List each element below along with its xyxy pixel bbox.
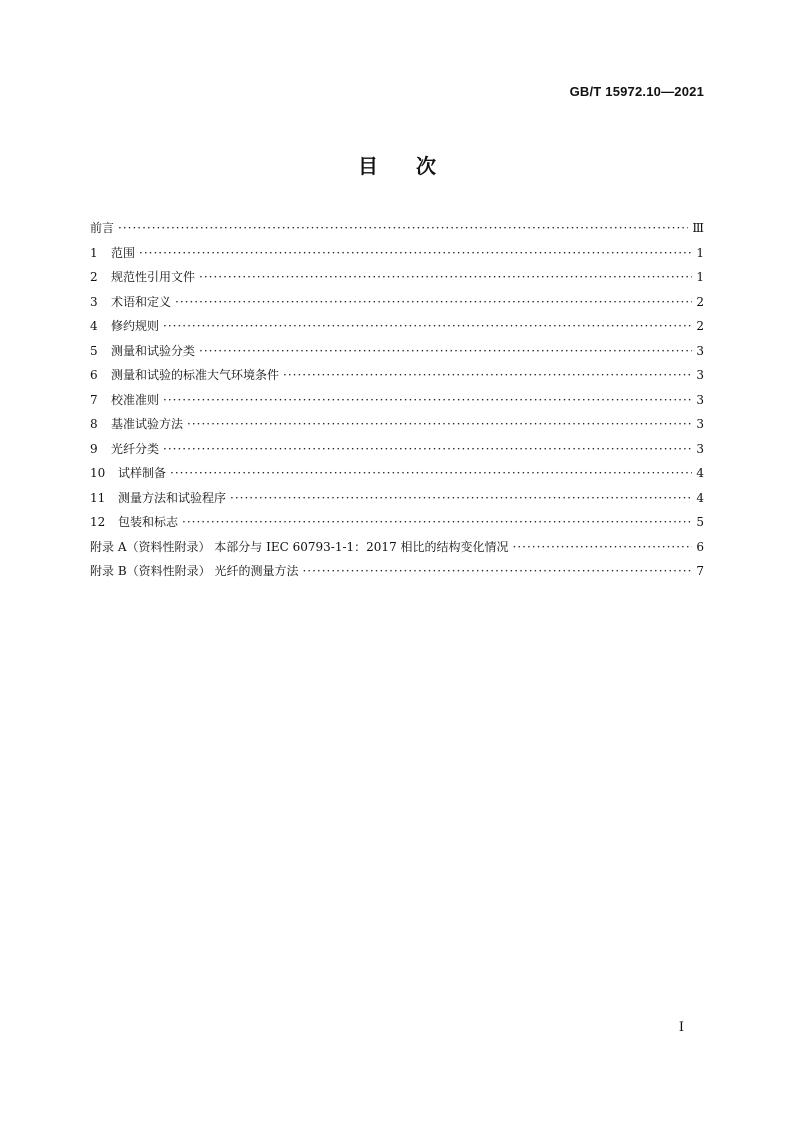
- toc-label: 附录 B（资料性附录） 光纤的测量方法: [90, 564, 299, 578]
- toc-page: 3: [696, 441, 704, 456]
- toc-leader: [302, 559, 692, 584]
- toc-number: 2: [90, 270, 98, 284]
- toc-label: 测量和试验分类: [111, 343, 196, 358]
- toc-entry-10[interactable]: [90, 461, 704, 486]
- toc-label: 前言: [90, 221, 115, 235]
- toc-page: 2: [696, 294, 704, 309]
- toc-label: 附录 A（资料性附录） 本部分与 IEC 60793-1-1：2017 相比的结构变化情况: [90, 539, 509, 554]
- toc-page: 3: [696, 343, 704, 358]
- toc-entry-11[interactable]: [90, 486, 704, 511]
- toc-leader: [163, 314, 692, 339]
- toc-page: 4: [696, 490, 704, 505]
- toc-entry-7[interactable]: [90, 388, 704, 413]
- toc-number: 10: [90, 466, 106, 480]
- toc-number: 5: [90, 343, 98, 358]
- toc-page: 1: [696, 270, 704, 284]
- toc-label: 校准准则: [111, 392, 160, 407]
- toc-page: 6: [696, 539, 704, 554]
- toc-number: 3: [90, 294, 98, 309]
- toc-number: 6: [90, 368, 98, 382]
- toc-number: 11: [90, 490, 106, 505]
- toc-page: 3: [696, 368, 704, 382]
- toc-label: 基准试验方法: [111, 417, 184, 431]
- toc-entry-8[interactable]: [90, 412, 704, 437]
- toc-page: 1: [696, 245, 704, 260]
- toc-entry-12[interactable]: [90, 510, 704, 535]
- page-title-part2: 次: [416, 154, 436, 178]
- toc-label: 测量方法和试验程序: [118, 490, 227, 505]
- toc-page: 4: [696, 466, 704, 480]
- toc-number: 8: [90, 417, 98, 431]
- toc-label: 术语和定义: [111, 294, 172, 309]
- toc-page: 3: [696, 392, 704, 407]
- standard-code: GB/T 15972.10—2021: [569, 84, 704, 99]
- toc-label: 范围: [111, 245, 136, 260]
- toc-label: 包装和标志: [118, 515, 179, 529]
- toc-label: 修约规则: [111, 319, 160, 333]
- toc-page: 2: [696, 319, 704, 333]
- page-title-part1: 目: [358, 154, 378, 178]
- toc-number: 1: [90, 245, 98, 260]
- toc-entry-4[interactable]: [90, 314, 704, 339]
- toc-leader: [199, 265, 692, 290]
- toc-number: 12: [90, 515, 106, 529]
- page-folio: Ⅰ: [678, 1020, 684, 1035]
- toc-leader: [163, 388, 692, 413]
- toc-leader: [170, 461, 692, 486]
- toc-label: 试样制备: [118, 466, 167, 480]
- toc-entry-5[interactable]: [90, 339, 704, 364]
- toc-entry-annex-b[interactable]: [90, 559, 704, 584]
- toc-label: 测量和试验的标准大气环境条件: [111, 368, 280, 382]
- toc-entry-6[interactable]: [90, 363, 704, 388]
- page-title: [0, 150, 794, 179]
- toc-leader: [118, 216, 688, 241]
- toc-leader: [139, 241, 692, 266]
- toc-leader: [230, 486, 692, 511]
- toc-leader: [175, 290, 692, 315]
- toc-entry-foreword[interactable]: [90, 216, 704, 241]
- toc-entry-2[interactable]: [90, 265, 704, 290]
- toc-number: 4: [90, 319, 98, 333]
- toc-number: 7: [90, 392, 98, 407]
- toc-entry-9[interactable]: [90, 437, 704, 462]
- toc-leader: [187, 412, 692, 437]
- toc-entry-3[interactable]: [90, 290, 704, 315]
- toc-leader: [199, 339, 692, 364]
- table-of-contents: [90, 216, 704, 584]
- toc-leader: [283, 363, 692, 388]
- toc-entry-1[interactable]: [90, 241, 704, 266]
- toc-label: 光纤分类: [111, 441, 160, 456]
- toc-number: 9: [90, 441, 98, 456]
- toc-entry-annex-a[interactable]: [90, 535, 704, 560]
- toc-leader: [513, 535, 692, 560]
- toc-leader: [182, 510, 692, 535]
- toc-page: 7: [696, 564, 704, 578]
- toc-page: 3: [696, 417, 704, 431]
- toc-page: 5: [696, 515, 704, 529]
- toc-page: Ⅲ: [692, 221, 704, 235]
- toc-leader: [163, 437, 692, 462]
- toc-label: 规范性引用文件: [111, 270, 196, 284]
